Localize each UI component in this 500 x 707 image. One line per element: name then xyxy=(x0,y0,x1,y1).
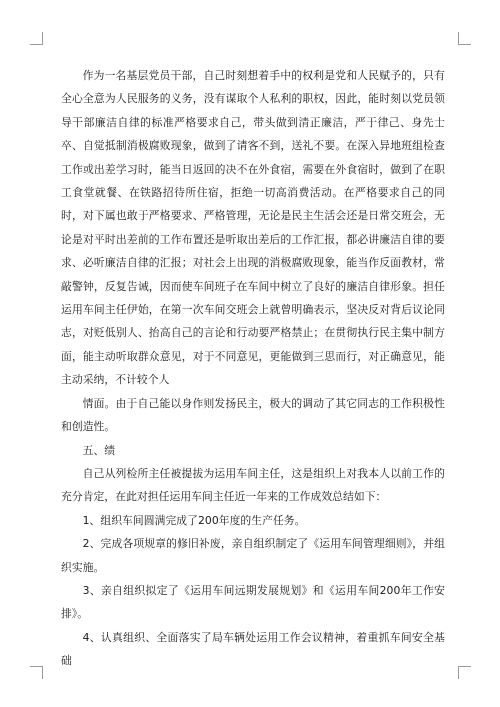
list-item-1: 1、组织车间圆满完成了200年度的生产任务。 xyxy=(82,513,306,527)
document-body xyxy=(61,64,445,673)
paragraph-achievements-intro: 自己从列检所主任被提拔为运用车间主任，这是组织上对我本人以前工作的充分肯定，在此对担任运用车间主任近一年来的工作成效总结如下： xyxy=(61,466,445,504)
paragraph-integrity: 作为一名基层党员干部，自己时刻想着手中的权利是党和人民赋予的，只有全心全意为人民服务的义务，没有谋取个人私利的职权，因此，能时刻以党员领导干部廉洁自律的标准严格要求自己，带头做到清正廉洁，严于律己、身先士卒、自觉抵制消极腐败现象，做到了请客不到，送礼不要。在深入异地班组检查工作或出差学习时，能当日返回的决不在外食宿，需要在外食宿时，做到了在职工食堂就餐、在铁路招待所住宿，拒绝一切高消费活动。在严格要求自己的同时，对下属也敢于严格要求、严格管理，无论是民主生活会还是日常交班会，无论是对平时出差前的工作布置还是听取出差后的工作汇报，都必讲廉洁自律的要求、必听廉洁自律的汇报；对社会上出现的消极腐败现象，能当作反面教材，常敲警钟，反复告诫，因而使车间班子在车间中树立了良好的廉洁自律形象。担任运用车间主任伊始，在第一次车间交班会上就曾明确表示，坚决反对背后议论同志，对贬低别人、抬高自己的言论和行动要严格禁止；在贯彻执行民主集中制方面，能主动听取群众意见，对于不同意见，更能做到三思而行，对正确意见，能主动采纳，不计较个人 xyxy=(61,69,445,387)
section-heading-achievements: 五、绩 xyxy=(82,443,116,457)
crop-mark-top-right xyxy=(458,32,471,45)
list-item-2: 2、完成各项规章的修旧补废，亲自组织制定了《运用车间管理细则》，并组织实施。 xyxy=(61,537,445,574)
crop-mark-bottom-left xyxy=(30,666,43,679)
list-item-4: 4、认真组织、全面落实了局车辆处运用工作会议精神，着重抓车间安全基础 xyxy=(61,630,445,668)
crop-mark-bottom-right xyxy=(458,666,471,679)
paragraph-democracy: 情面。由于自己能以身作则发扬民主，极大的调动了其它同志的工作积极性和创造性。 xyxy=(61,396,445,434)
crop-mark-top-left xyxy=(30,32,43,45)
list-item-3: 3、亲自组织拟定了《运用车间远期发展规划》和《运用车间200年工作安排》。 xyxy=(61,583,445,621)
